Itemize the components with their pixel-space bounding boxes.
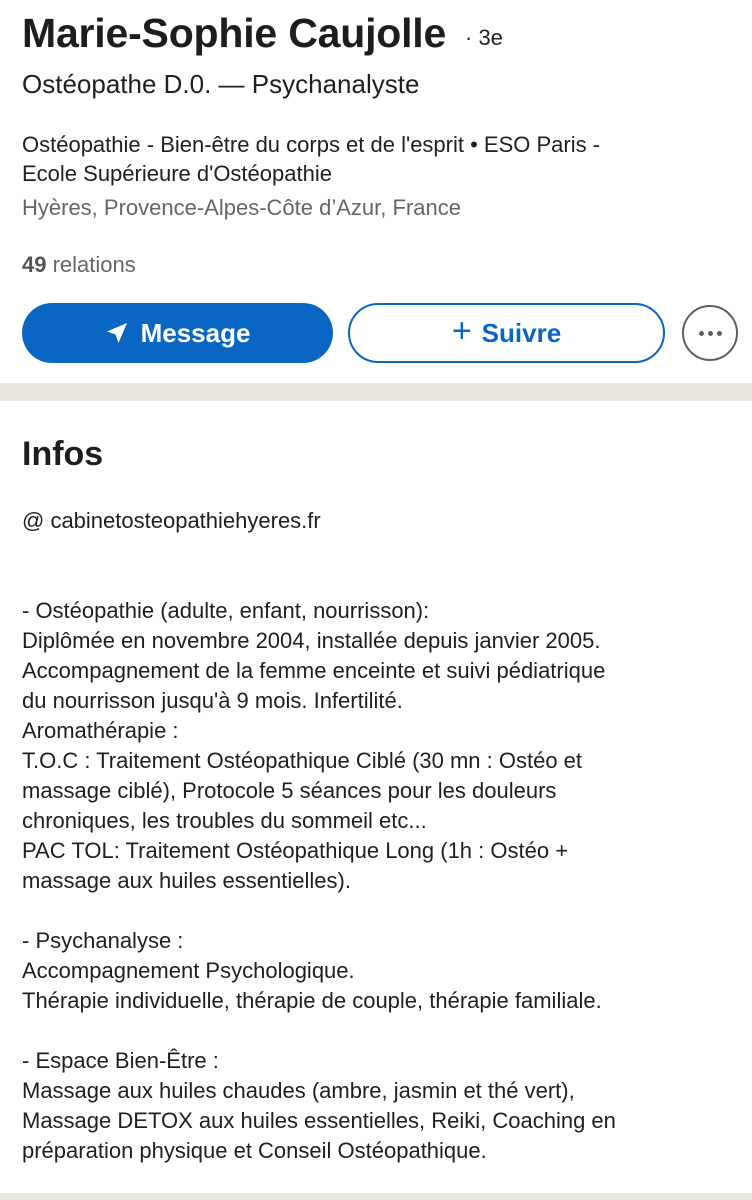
about-text (22, 596, 742, 1166)
follow-button[interactable] (348, 303, 665, 363)
about-line: PAC TOL: Traitement Ostéopathique Long (1h : Ostéo + (22, 838, 569, 863)
about-line: Accompagnement Psychologique. (22, 958, 355, 983)
profile-education (22, 130, 722, 188)
about-section (0, 401, 752, 1200)
message-button[interactable] (22, 303, 333, 363)
send-icon (105, 321, 129, 345)
about-line: - Ostéopathie (adulte, enfant, nourrisson): (22, 598, 430, 623)
about-line: préparation physique et Conseil Ostéopathique. (22, 1138, 487, 1163)
more-horizontal-icon (717, 331, 722, 336)
about-line: Diplômée en novembre 2004, installée depuis janvier 2005. (22, 628, 601, 653)
more-horizontal-icon (708, 331, 713, 336)
about-line: Thérapie individuelle, thérapie de couple, thérapie familiale. (22, 988, 602, 1013)
about-line: Massage aux huiles chaudes (ambre, jasmin et thé vert), (22, 1078, 575, 1103)
relations-link[interactable] (22, 252, 136, 278)
more-horizontal-icon (699, 331, 704, 336)
plus-icon: + (451, 312, 472, 350)
relations-count: 49 (22, 252, 47, 277)
about-line: - Psychanalyse : (22, 928, 184, 953)
relations-label: relations (46, 252, 136, 277)
profile-location: Hyères, Provence-Alpes-Côte d’Azur, France (22, 195, 461, 220)
about-line: Aromathérapie : (22, 718, 179, 743)
about-line: massage ciblé), Protocole 5 séances pour les douleurs (22, 778, 557, 803)
about-line: chroniques, les troubles du sommeil etc... (22, 808, 427, 833)
about-line: Massage DETOX aux huiles essentielles, Reiki, Coaching en (22, 1108, 616, 1133)
more-options-button[interactable] (682, 305, 738, 361)
profile-headline: Ostéopathe D.0. — Psychanalyste (22, 69, 420, 99)
about-line (22, 1016, 742, 1046)
message-label: Message (140, 317, 251, 348)
about-title: Infos (22, 435, 104, 473)
profile-name: Marie-Sophie Caujolle (22, 10, 447, 56)
about-line (22, 896, 742, 926)
education-line: Ecole Supérieure d'Ostéopathie (22, 161, 332, 186)
section-divider (0, 383, 752, 401)
about-line: Accompagnement de la femme enceinte et suivi pédiatrique (22, 658, 606, 683)
about-line: massage aux huiles essentielles). (22, 868, 351, 893)
website-link[interactable]: @ cabinetosteopathiehyeres.fr (22, 508, 321, 533)
section-divider (0, 1193, 752, 1200)
profile-header (0, 0, 752, 383)
about-line: - Espace Bien-Être : (22, 1048, 219, 1073)
about-line: T.O.C : Traitement Ostéopathique Ciblé (30 mn : Ostéo et (22, 748, 583, 773)
connection-degree: · 3e (465, 25, 503, 50)
about-line: du nourrisson jusqu'à 9 mois. Infertilité. (22, 688, 403, 713)
follow-label: Suivre (481, 317, 562, 348)
education-line: Ostéopathie - Bien-être du corps et de l'esprit • ESO Paris - (22, 132, 601, 157)
